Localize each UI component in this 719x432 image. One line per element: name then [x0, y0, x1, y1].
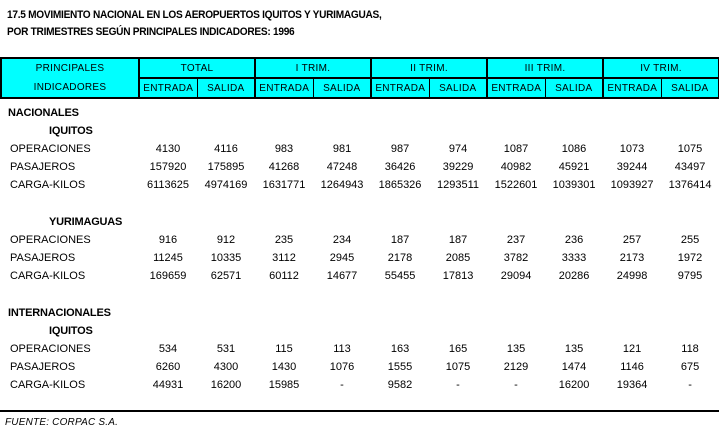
- value-cell: 1076: [329, 361, 355, 373]
- subheader-salida-total: SALIDA: [197, 78, 255, 98]
- value-cell: 135: [564, 343, 584, 355]
- value-cell: 2178: [387, 252, 413, 264]
- value-cell: 987: [390, 143, 410, 155]
- value-cell: 675: [680, 361, 700, 373]
- value-cell: 1264943: [320, 179, 364, 191]
- value-cell: 235: [274, 234, 294, 246]
- value-cell: 121: [622, 343, 642, 355]
- header-stub-line-1: PRINCIPALES: [35, 63, 105, 74]
- value-cell: 118: [681, 343, 699, 355]
- value-cell: 2085: [445, 252, 471, 264]
- row-label: PASAJEROS: [10, 361, 76, 373]
- row-label: PASAJEROS: [10, 252, 76, 264]
- value-cell: 1086: [561, 143, 587, 155]
- header-stub-line-2: INDICADORES: [33, 82, 107, 93]
- value-cell: 10335: [210, 252, 242, 264]
- value-cell: 14677: [326, 270, 358, 282]
- subheader-entrada-trim-3: ENTRADA: [487, 78, 545, 98]
- data-row-pasajeros: [1, 358, 719, 376]
- value-cell: 237: [506, 234, 526, 246]
- value-cell: 983: [274, 143, 294, 155]
- data-row-carga-kilos: [1, 176, 719, 194]
- value-cell: 974: [448, 143, 468, 155]
- value-cell: 24998: [616, 270, 648, 282]
- value-cell: 187: [448, 234, 468, 246]
- value-cell: 15985: [268, 379, 300, 391]
- value-cell: 6260: [155, 361, 181, 373]
- value-cell: 236: [564, 234, 584, 246]
- value-cell: 43497: [674, 161, 706, 173]
- value-cell: 1093927: [610, 179, 654, 191]
- data-row-operaciones: [1, 340, 719, 358]
- value-cell: 234: [332, 234, 352, 246]
- value-cell: 115: [275, 343, 293, 355]
- value-cell: 9582: [387, 379, 413, 391]
- value-cell: 39244: [616, 161, 648, 173]
- indicators-table: [0, 57, 719, 394]
- value-cell: 11245: [153, 252, 183, 264]
- value-cell: 534: [158, 343, 178, 355]
- value-cell: 531: [216, 343, 236, 355]
- value-cell: 2945: [329, 252, 355, 264]
- value-cell: -: [340, 379, 344, 391]
- subheader-salida-trim-2: SALIDA: [429, 78, 487, 98]
- value-cell: 2129: [503, 361, 529, 373]
- row-label: OPERACIONES: [10, 343, 91, 355]
- value-cell: 41268: [268, 161, 300, 173]
- data-row-operaciones: [1, 140, 719, 158]
- value-cell: 29094: [500, 270, 532, 282]
- data-row-carga-kilos: [1, 376, 719, 394]
- value-cell: 163: [390, 343, 410, 355]
- value-cell: 4116: [214, 143, 238, 155]
- value-cell: 1087: [503, 143, 529, 155]
- value-cell: 1555: [387, 361, 413, 373]
- value-cell: 1075: [445, 361, 471, 373]
- value-cell: 1522601: [494, 179, 538, 191]
- data-row-operaciones: [1, 231, 719, 249]
- value-cell: 981: [332, 143, 352, 155]
- data-row-carga-kilos: [1, 267, 719, 285]
- value-cell: 1293511: [437, 179, 480, 191]
- header-group-row: [1, 58, 719, 78]
- subheader-entrada-trim-2: ENTRADA: [371, 78, 429, 98]
- data-row-pasajeros: [1, 249, 719, 267]
- value-cell: 175895: [207, 161, 245, 173]
- value-cell: 3112: [272, 252, 296, 264]
- value-cell: 36426: [384, 161, 416, 173]
- data-row-pasajeros: [1, 158, 719, 176]
- value-cell: 1039301: [552, 179, 596, 191]
- value-cell: 169659: [149, 270, 187, 282]
- page-title-line-2: POR TRIMESTRES SEGÚN PRINCIPALES INDICADORES: 1996: [7, 26, 295, 38]
- value-cell: 4974169: [204, 179, 248, 191]
- subheader-salida-trim-1: SALIDA: [313, 78, 371, 98]
- value-cell: 40982: [500, 161, 532, 173]
- airport-label: YURIMAGUAS: [49, 216, 123, 228]
- section-label: INTERNACIONALES: [8, 307, 111, 319]
- value-cell: 1376414: [668, 179, 712, 191]
- value-cell: 39229: [442, 161, 474, 173]
- value-cell: 1865326: [378, 179, 422, 191]
- row-label: CARGA-KILOS: [10, 379, 86, 391]
- value-cell: 3782: [503, 252, 529, 264]
- subheader-salida-trim-4: SALIDA: [661, 78, 719, 98]
- value-cell: 3333: [561, 252, 587, 264]
- subheader-entrada-trim-4: ENTRADA: [603, 78, 661, 98]
- value-cell: 113: [333, 343, 351, 355]
- row-label: OPERACIONES: [10, 234, 91, 246]
- header-group-total: TOTAL: [139, 58, 255, 78]
- value-cell: 912: [216, 234, 236, 246]
- value-cell: -: [688, 379, 692, 391]
- spacer-row: [1, 194, 719, 213]
- value-cell: 6113625: [146, 179, 189, 191]
- value-cell: 60112: [269, 270, 299, 282]
- value-cell: 1972: [677, 252, 703, 264]
- value-cell: 165: [448, 343, 468, 355]
- row-label: PASAJEROS: [10, 161, 76, 173]
- section-label: NACIONALES: [8, 107, 79, 119]
- value-cell: 16200: [210, 379, 242, 391]
- value-cell: 257: [622, 234, 642, 246]
- value-cell: 157920: [149, 161, 187, 173]
- spacer-row: [1, 285, 719, 304]
- value-cell: 45921: [558, 161, 590, 173]
- value-cell: 1474: [561, 361, 587, 373]
- row-label: CARGA-KILOS: [10, 270, 86, 282]
- header-group-trim-2: II TRIM.: [371, 58, 487, 78]
- value-cell: 1073: [619, 143, 645, 155]
- subheader-entrada-trim-1: ENTRADA: [255, 78, 313, 98]
- airport-label: IQUITOS: [49, 125, 93, 137]
- value-cell: 1075: [677, 143, 703, 155]
- value-cell: 4300: [213, 361, 239, 373]
- value-cell: 4130: [155, 143, 181, 155]
- value-cell: 55455: [384, 270, 416, 282]
- value-cell: 1146: [620, 361, 644, 373]
- value-cell: 19364: [616, 379, 648, 391]
- value-cell: -: [456, 379, 460, 391]
- value-cell: 2173: [619, 252, 645, 264]
- subheader-salida-trim-3: SALIDA: [545, 78, 603, 98]
- page-title-line-1: 17.5 MOVIMIENTO NACIONAL EN LOS AEROPUERTOS IQUITOS Y YURIMAGUAS,: [7, 9, 382, 21]
- airport-row-yurimaguas: [1, 213, 719, 231]
- section-row-internacionales: [1, 304, 719, 322]
- value-cell: 1631771: [262, 179, 306, 191]
- value-cell: 135: [506, 343, 526, 355]
- row-label: OPERACIONES: [10, 143, 91, 155]
- value-cell: -: [514, 379, 518, 391]
- source-note: FUENTE: CORPAC S.A.: [5, 417, 119, 428]
- airport-label: IQUITOS: [49, 325, 93, 337]
- value-cell: 9795: [677, 270, 703, 282]
- value-cell: 916: [158, 234, 178, 246]
- header-stub: [1, 58, 139, 98]
- value-cell: 17813: [442, 270, 474, 282]
- value-cell: 16200: [558, 379, 590, 391]
- airport-row-iquitos-nacionales: [1, 122, 719, 140]
- header-group-trim-4: IV TRIM.: [603, 58, 719, 78]
- value-cell: 47248: [326, 161, 358, 173]
- subheader-entrada-total: ENTRADA: [139, 78, 197, 98]
- airport-row-iquitos-internacionales: [1, 322, 719, 340]
- section-row-nacionales: [1, 104, 719, 122]
- value-cell: 44931: [152, 379, 184, 391]
- value-cell: 255: [680, 234, 700, 246]
- value-cell: 20286: [558, 270, 590, 282]
- value-cell: 187: [390, 234, 410, 246]
- value-cell: 1430: [271, 361, 297, 373]
- page-title: [0, 7, 719, 41]
- value-cell: 62571: [210, 270, 242, 282]
- header-group-trim-3: III TRIM.: [487, 58, 603, 78]
- header-group-trim-1: I TRIM.: [255, 58, 371, 78]
- row-label: CARGA-KILOS: [10, 179, 86, 191]
